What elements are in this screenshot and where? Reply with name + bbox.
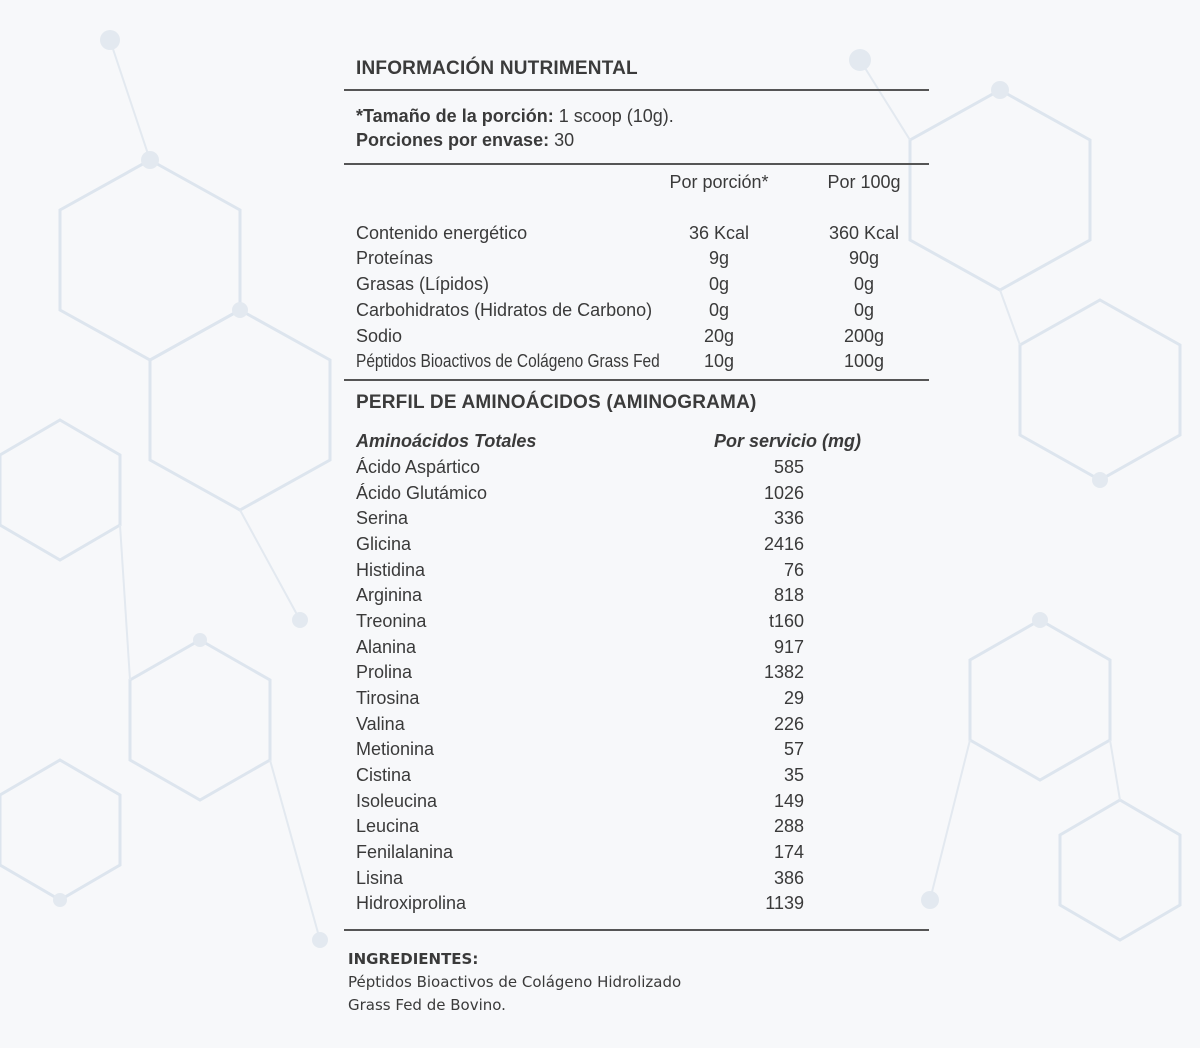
divider <box>344 929 929 931</box>
amino-value: 1382 <box>763 662 804 682</box>
nutrient-name: Sodio <box>356 326 403 346</box>
nutrition-row <box>344 246 929 271</box>
amino-value: 174 <box>773 842 804 862</box>
amino-name: Leucina <box>356 816 420 836</box>
amino-row <box>344 609 929 634</box>
nutrition-column-headers <box>344 170 929 195</box>
aminogram-title: PERFIL DE AMINOÁCIDOS (AMINOGRAMA) <box>356 392 757 413</box>
amino-name: Hidroxiprolina <box>356 893 467 913</box>
amino-row <box>344 481 929 506</box>
nutrition-title: INFORMACIÓN NUTRIMENTAL <box>356 58 638 79</box>
amino-name: Serina <box>356 508 409 528</box>
amino-name: Valina <box>356 714 405 734</box>
col-per-serving: Por porción* <box>669 172 769 192</box>
col-amino-name: Aminoácidos Totales <box>356 431 537 451</box>
amino-value: 1026 <box>763 483 804 503</box>
amino-value: 585 <box>773 457 804 477</box>
amino-name: Ácido Glutámico <box>356 483 488 503</box>
amino-row <box>344 455 929 480</box>
amino-row <box>344 712 929 737</box>
servings-value: 30 <box>554 130 575 150</box>
amino-row <box>344 866 929 891</box>
amino-row <box>344 763 929 788</box>
nutrient-per-serving: 20g <box>703 326 735 346</box>
nutrient-per-serving: 9g <box>708 248 730 268</box>
divider <box>344 379 929 381</box>
amino-value: 818 <box>773 585 804 605</box>
amino-value: t160 <box>768 611 804 631</box>
amino-value: 2416 <box>763 534 804 554</box>
amino-name: Lisina <box>356 868 404 888</box>
amino-value: 149 <box>773 791 804 811</box>
amino-name: Fenilalanina <box>356 842 454 862</box>
nutrient-name: Contenido energético <box>356 223 528 243</box>
nutrient-name: Grasas (Lípidos) <box>356 274 490 294</box>
amino-row <box>344 891 929 916</box>
amino-row <box>344 583 929 608</box>
serving-size <box>344 104 929 129</box>
amino-name: Metionina <box>356 739 435 759</box>
amino-value: 917 <box>773 637 804 657</box>
nutrition-row <box>344 298 929 323</box>
divider <box>344 163 929 165</box>
nutrient-name: Proteínas <box>356 248 434 268</box>
amino-value: 226 <box>773 714 804 734</box>
amino-row <box>344 532 929 557</box>
amino-name: Arginina <box>356 585 423 605</box>
nutrition-row <box>344 221 929 246</box>
col-per-100g: Por 100g <box>827 172 901 192</box>
nutrient-per-100g: 90g <box>848 248 880 268</box>
amino-value: 336 <box>773 508 804 528</box>
amino-name: Cistina <box>356 765 412 785</box>
nutrient-per-100g: 100g <box>843 351 885 371</box>
amino-name: Alanina <box>356 637 417 657</box>
amino-value: 35 <box>783 765 804 785</box>
nutrient-per-100g: 360 Kcal <box>828 223 900 243</box>
amino-name: Isoleucina <box>356 791 438 811</box>
servings-label: Porciones por envase: <box>356 130 550 150</box>
nutrition-row <box>344 272 929 297</box>
nutrition-row <box>344 349 929 374</box>
amino-name: Tirosina <box>356 688 420 708</box>
amino-row <box>344 506 929 531</box>
amino-row <box>344 814 929 839</box>
nutrient-name: Péptidos Bioactivos de Colágeno Grass Fed <box>356 351 660 371</box>
ingredients-line: Péptidos Bioactivos de Colágeno Hidrolizado <box>348 973 682 991</box>
nutrient-per-serving: 36 Kcal <box>688 223 750 243</box>
nutrient-per-serving: 0g <box>708 274 730 294</box>
amino-row <box>344 660 929 685</box>
nutrient-per-100g: 0g <box>853 300 875 320</box>
servings-per-container <box>344 128 929 153</box>
amino-row <box>344 635 929 660</box>
amino-name: Histidina <box>356 560 426 580</box>
nutrient-name: Carbohidratos (Hidratos de Carbono) <box>356 300 653 320</box>
nutrient-per-100g: 0g <box>853 274 875 294</box>
amino-row <box>344 737 929 762</box>
amino-value: 29 <box>783 688 804 708</box>
amino-name: Prolina <box>356 662 413 682</box>
amino-row <box>344 840 929 865</box>
nutrient-per-serving: 0g <box>708 300 730 320</box>
divider <box>344 89 929 91</box>
ingredients-section <box>348 948 681 1017</box>
amino-value: 386 <box>773 868 804 888</box>
ingredients-title: INGREDIENTES: <box>348 950 479 968</box>
aminogram-column-headers <box>344 429 929 454</box>
amino-value: 76 <box>783 560 804 580</box>
serving-size-label: *Tamaño de la porción: <box>356 106 554 126</box>
nutrient-per-serving: 10g <box>703 351 735 371</box>
nutrient-per-100g: 200g <box>843 326 885 346</box>
ingredients-line: Grass Fed de Bovino. <box>348 996 506 1014</box>
nutrition-row <box>344 324 929 349</box>
amino-name: Glicina <box>356 534 412 554</box>
amino-name: Ácido Aspártico <box>356 457 481 477</box>
col-amino-value: Por servicio (mg) <box>714 431 862 451</box>
amino-value: 288 <box>773 816 804 836</box>
amino-row <box>344 789 929 814</box>
amino-row <box>344 686 929 711</box>
amino-value: 57 <box>783 739 804 759</box>
serving-size-value: 1 scoop (10g). <box>558 106 674 126</box>
amino-row <box>344 558 929 583</box>
amino-name: Treonina <box>356 611 427 631</box>
amino-value: 1139 <box>765 893 804 913</box>
